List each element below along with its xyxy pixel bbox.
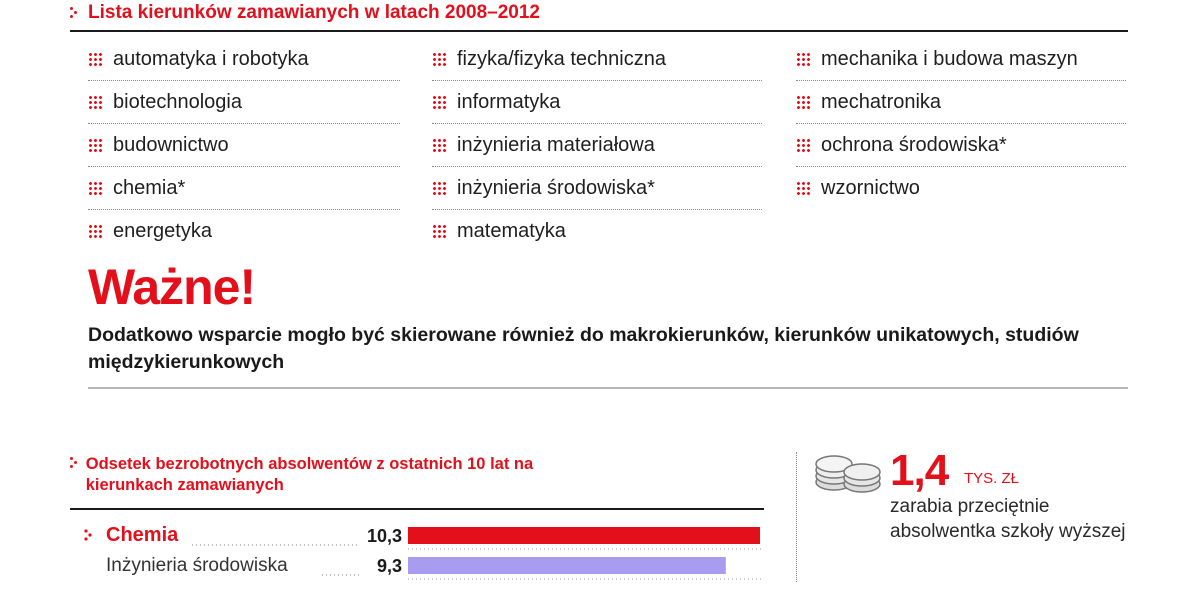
list-item-label: budownictwo: [113, 133, 229, 156]
list-item: [88, 167, 400, 210]
bar: [408, 527, 760, 544]
list-item-label: biotechnologia: [113, 90, 242, 113]
list-item: [432, 167, 762, 210]
grid-bullet-icon: [88, 181, 103, 196]
row-marker-icon: [88, 533, 91, 536]
grid-bullet-icon: [796, 52, 811, 67]
grid-bullet-icon: [88, 52, 103, 67]
list-item: [796, 124, 1126, 167]
category-label: Inżynieria środowiska: [106, 555, 288, 576]
stat-divider: [796, 452, 797, 582]
important-text: Dodatkowo wsparcie mogło być skierowane również do makrokierunków, kierunków unikatowych, studiów międzykierunkowych: [88, 324, 1079, 373]
list-item: [796, 81, 1126, 124]
list-item-label: inżynieria materiałowa: [457, 133, 655, 156]
grid-bullet-icon: [88, 224, 103, 239]
value-label: 9,3: [376, 556, 402, 576]
list-item-label: chemia*: [113, 176, 186, 199]
list-column-1: [88, 38, 400, 253]
stat-unit: TYS. ZŁ: [964, 470, 1020, 487]
stat-text: zarabia przeciętnie absolwentka szkoły wyższej: [890, 496, 1126, 542]
list-item: [796, 167, 1126, 210]
list-title-text: Lista kierunków zamawianych w latach 2008–2012: [88, 2, 541, 23]
list-item-label: energetyka: [113, 220, 212, 242]
chart-title-text: Odsetek bezrobotnych absolwentów z ostatnich 10 lat na kierunkach zamawianych: [85, 455, 534, 494]
list-item-label: automatyka i robotyka: [113, 47, 309, 70]
stat-value: 1,4: [890, 446, 949, 495]
important-heading: Ważne!: [88, 259, 256, 315]
grid-bullet-icon: [432, 138, 447, 153]
grid-bullet-icon: [796, 181, 811, 196]
list-item: [88, 124, 400, 167]
list-item: [796, 38, 1126, 81]
chart-title: [70, 454, 590, 496]
grid-bullet-icon: [88, 138, 103, 153]
chart-divider: [70, 508, 764, 510]
list-item-label: mechatronika: [821, 90, 942, 113]
dots-marker-icon: [70, 454, 78, 470]
list-item: [432, 210, 762, 253]
top-divider: [70, 30, 1128, 32]
list-item: [432, 124, 762, 167]
list-item-label: matematyka: [457, 220, 566, 242]
grid-bullet-icon: [796, 95, 811, 110]
grid-bullet-icon: [432, 95, 447, 110]
grid-bullet-icon: [432, 181, 447, 196]
list-item: [432, 38, 762, 81]
list-item: [432, 81, 762, 124]
mid-divider: [88, 387, 1128, 389]
list-item-label: wzornictwo: [821, 177, 920, 199]
list-item-label: informatyka: [457, 90, 561, 113]
dots-marker-icon: [70, 5, 80, 21]
value-label: 10,3: [366, 526, 402, 546]
list-item-label: mechanika i budowa maszyn: [821, 47, 1078, 70]
bar: [408, 557, 726, 574]
list-column-3: [796, 38, 1126, 210]
list-section-title: [70, 0, 540, 26]
grid-bullet-icon: [796, 138, 811, 153]
row-marker-icon: [84, 529, 87, 532]
list-item-label: fizyka/fizyka techniczna: [457, 47, 666, 70]
grid-bullet-icon: [88, 95, 103, 110]
grid-bullet-icon: [432, 52, 447, 67]
list-column-2: [432, 38, 762, 253]
list-item: [88, 38, 400, 81]
bar-chart: [0, 515, 780, 589]
grid-bullet-icon: [432, 224, 447, 239]
list-item: [88, 81, 400, 124]
list-item-label: inżynieria środowiska*: [457, 176, 655, 199]
list-item: [88, 210, 400, 253]
list-item-label: ochrona środowiska*: [821, 133, 1007, 156]
coins-icon: [812, 448, 890, 494]
category-label: Chemia: [106, 524, 179, 546]
row-marker-icon: [84, 537, 87, 540]
